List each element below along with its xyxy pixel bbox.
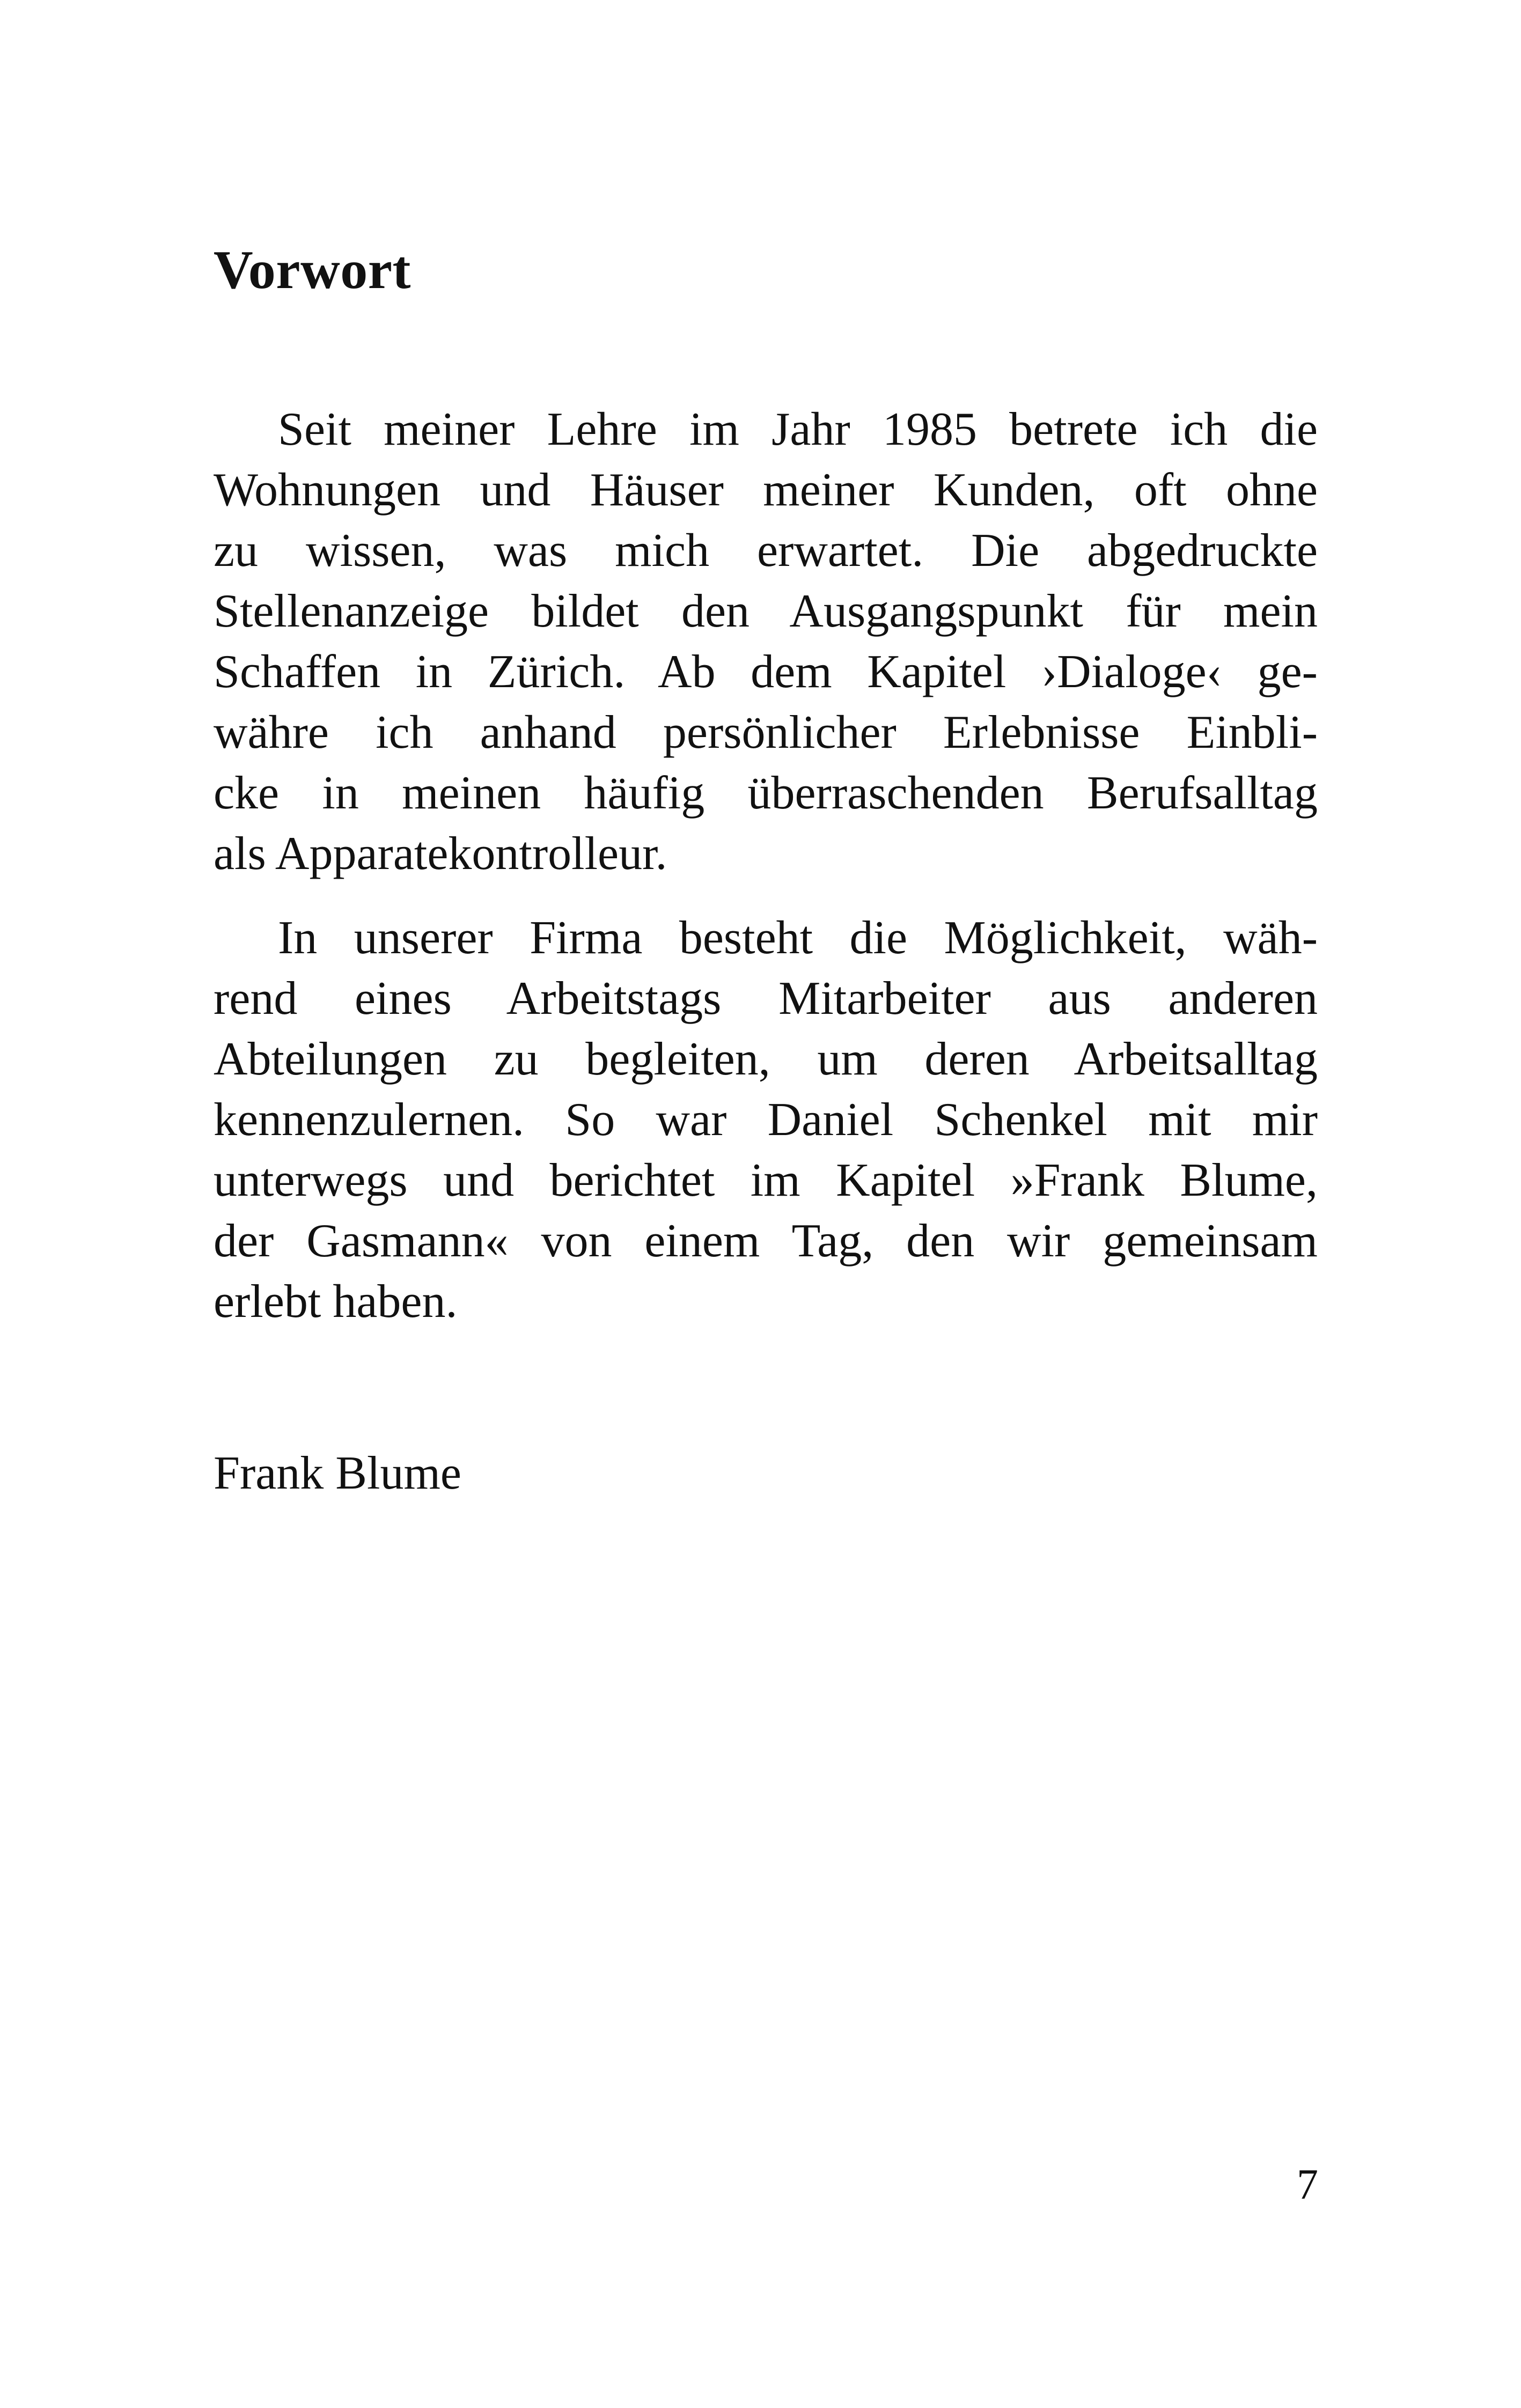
body-text [214,399,1318,1332]
author-signature: Frank Blume [214,1447,461,1499]
paragraph-2 [214,908,1318,1332]
text-line: Stellenanzeige bildet den Ausgangspunkt für mein [214,585,1318,637]
text-line: Schaffen in Zürich. Ab dem Kapitel ›Dialoge‹ ge- [214,646,1318,698]
text-line: Wohnungen und Häuser meiner Kunden, oft ohne [214,464,1318,516]
text-line: kennenzulernen. So war Daniel Schenkel mit mir [214,1094,1318,1146]
text-line: cke in meinen häufig überraschenden Berufsalltag [214,767,1318,819]
text-line: zu wissen, was mich erwartet. Die abgedruckte [214,525,1318,577]
text-line: unterwegs und berichtet im Kapitel »Frank Blume, [214,1154,1318,1206]
text-line: In unserer Firma besteht die Möglichkeit, wäh- [278,912,1318,964]
text-line: Seit meiner Lehre im Jahr 1985 betrete ich die [278,403,1318,455]
text-line: währe ich anhand persönlicher Erlebnisse Einbli- [214,706,1318,759]
paragraph-1 [214,399,1318,884]
page-number: 7 [1297,2161,1318,2208]
text-line: Abteilungen zu begleiten, um deren Arbeitsalltag [214,1033,1318,1085]
text-line: rend eines Arbeitstags Mitarbeiter aus anderen [214,973,1318,1025]
text-line: als Apparatekontrolleur. [214,828,667,880]
text-line: erlebt haben. [214,1276,458,1328]
chapter-heading: Vorwort [214,240,411,300]
text-line: der Gasmann« von einem Tag, den wir gemeinsam [214,1215,1318,1267]
